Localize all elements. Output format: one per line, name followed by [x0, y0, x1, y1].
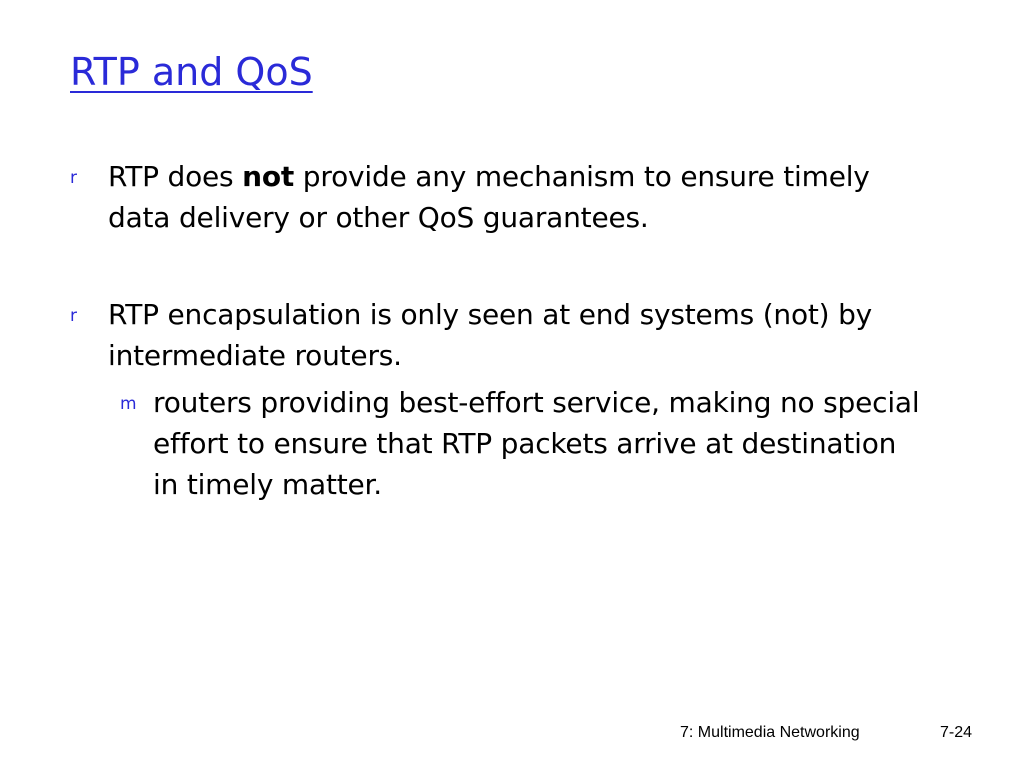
bullet-1 [70, 156, 930, 238]
bullet-2 [70, 294, 930, 505]
sub-bullet-text: routers providing best-effort service, making no special effort to ensure that RTP packets arrive at destination in timely matter. [153, 386, 920, 501]
bullet-text-bold: not [242, 160, 295, 193]
footer-page-number: 7-24 [940, 724, 973, 741]
bullet-text [108, 156, 930, 238]
slide-title: RTP and QoS [70, 50, 313, 94]
sub-bullet-1 [120, 382, 930, 505]
bullet-marker: r [70, 168, 77, 188]
footer-chapter: 7: Multimedia Networking [680, 724, 860, 741]
bullet-text-end: provide any mechanism to ensure timely data delivery or other QoS guarantees. [108, 160, 870, 234]
bullet-text-start: RTP does [108, 160, 243, 193]
bullet-marker: r [70, 306, 77, 326]
sub-bullet-marker: m [120, 394, 137, 414]
bullet-text: RTP encapsulation is only seen at end systems (not) by intermediate routers. [108, 298, 873, 372]
